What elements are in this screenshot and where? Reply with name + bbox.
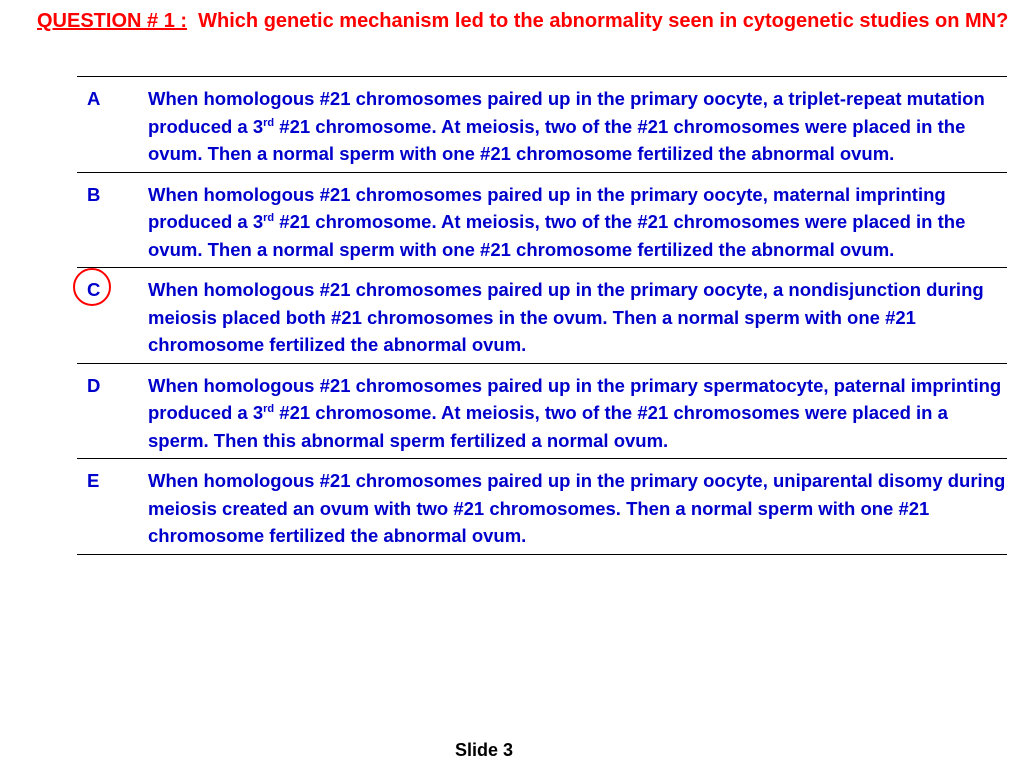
option-text-e: When homologous #21 chromosomes paired up in the primary oocyte, uniparental disomy during meiosis created an ovum with two #21 chromosomes. Then a normal sperm with one #21 chromosome fertilized the abnormal ovum. [148, 459, 1007, 555]
option-letter-a: A [87, 88, 101, 109]
slide-number-label: Slide 3 [455, 740, 514, 760]
superscript-rd: rd [263, 402, 275, 415]
option-letter-b: B [87, 183, 101, 205]
question-number-label: QUESTION # 1 : [37, 10, 188, 32]
question-heading [37, 8, 1012, 35]
option-row-a [77, 77, 1007, 173]
option-letter-d: D [87, 374, 101, 396]
option-text-a: When homologous #21 chromosomes paired up in the primary oocyte, a triplet-repeat mutation produced a 3rd #21 chromosome. At meiosis, two of the #21 chromosomes were placed in the ovum. Then a normal sperm with one #21 chromosome fertilized the abnormal ovum. [148, 77, 1007, 173]
answer-options-table [77, 76, 1007, 555]
option-letter-e: E [87, 470, 100, 491]
option-text-d: When homologous #21 chromosomes paired up in the primary spermatocyte, paternal imprinting produced a 3rd #21 chromosome. At meiosis, two of the #21 chromosomes were placed in a sperm. Then this abnormal sperm fertilized a normal ovum. [148, 363, 1007, 459]
superscript-rd: rd [263, 211, 275, 224]
option-text-b: When homologous #21 chromosomes paired up in the primary oocyte, maternal imprinting produced a 3rd #21 chromosome. At meiosis, two of the #21 chromosomes were placed in the ovum. Then a normal sperm with one #21 chromosome fertilized the abnormal ovum. [148, 172, 1007, 268]
option-text-c: When homologous #21 chromosomes paired up in the primary oocyte, a nondisjunction during meiosis placed both #21 chromosomes in the ovum. Then a normal sperm with one #21 chromosome fertilized the abnormal ovum. [148, 268, 1007, 364]
superscript-rd: rd [263, 116, 275, 129]
option-row-b [77, 172, 1007, 268]
correct-answer-circle [73, 268, 111, 306]
question-text: Which genetic mechanism led to the abnormality seen in cytogenetic studies on MN? [198, 10, 1009, 32]
option-row-e [77, 459, 1007, 555]
option-row-d [77, 363, 1007, 459]
option-row-c [77, 268, 1007, 364]
option-letter-c: C [87, 279, 101, 300]
